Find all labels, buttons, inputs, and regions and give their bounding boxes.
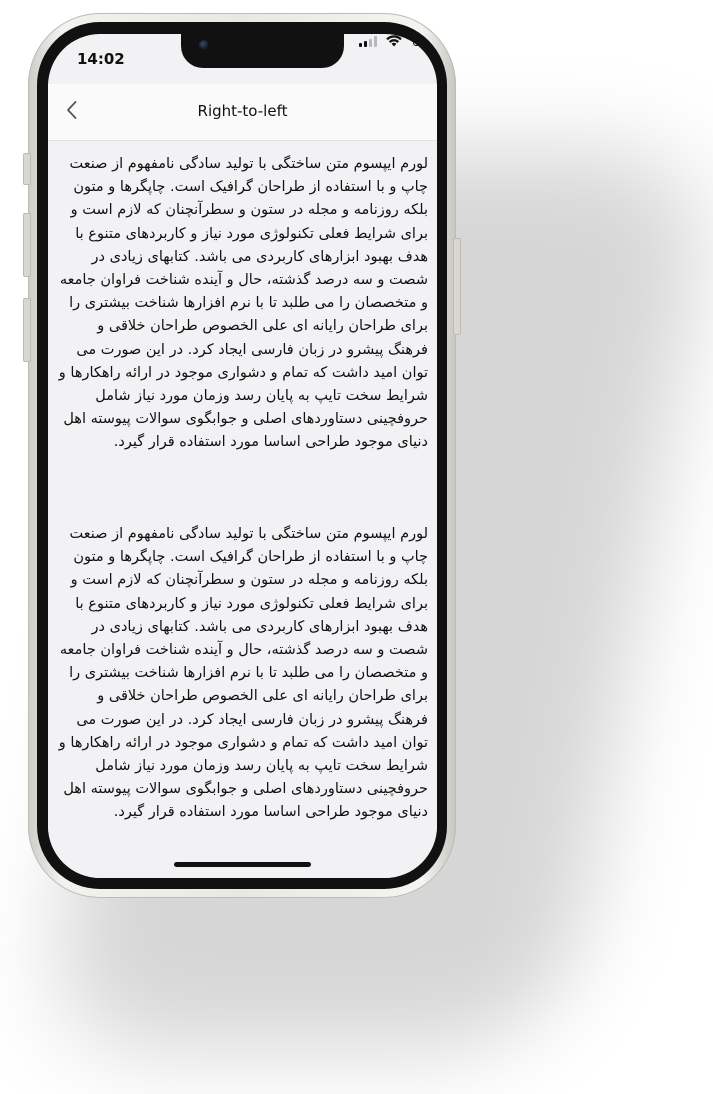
status-time: 14:02 bbox=[77, 50, 125, 68]
phone-frame bbox=[28, 13, 456, 898]
volume-up-button bbox=[23, 213, 31, 277]
volume-down-button bbox=[23, 298, 31, 362]
text-paragraph: لورم ایپسوم متن ساختگی با تولید سادگی نامفهوم از صنعت چاپ و با استفاده از طراحان گرافیک است. چاپگرها و متون بلکه روزنامه و مجله در ستون و سطرآنچنان که لازم است و برای شرایط فعلی تکنولوژی مورد نیاز و کاربردهای متنوع با هدف بهبود ابزارهای کاربردی می باشد. کتابهای زیادی در شصت و سه درصد گذشته، حال و آینده شناخت فراوان جامعه و متخصصان را می طلبد تا با نرم افزارها شناخت بیشتری را برای طراحان رایانه ای علی الخصوص طراحان خلاقی و فرهنگ پیشرو در زبان فارسی ایجاد کرد. در این صورت می توان امید داشت که تمام و دشواری موجود در ارائه راهکارها و شرایط سخت تایپ به پایان رسد وزمان مورد نیاز شامل حروفچینی دستاوردهای اصلی و جوابگوی سوالات پیوسته اهل دنیای موجود طراحی اساسا مورد استفاده قرار گیرد. bbox=[58, 156, 428, 451]
phone-screen bbox=[48, 34, 437, 878]
mute-switch bbox=[23, 153, 31, 185]
page-title: Right-to-left bbox=[197, 102, 288, 120]
signal-icon bbox=[359, 36, 377, 47]
navigation-bar bbox=[48, 84, 437, 141]
power-button bbox=[453, 238, 461, 335]
camera-icon bbox=[199, 40, 209, 50]
home-indicator[interactable] bbox=[174, 862, 311, 867]
text-paragraph: لورم ایپسوم متن ساختگی با تولید سادگی نامفهوم از صنعت چاپ و با استفاده از طراحان گرافیک است. چاپگرها و متون بلکه روزنامه و مجله در ستون و سطرآنچنان که لازم است و برای شرایط فعلی تکنولوژی مورد نیاز و کاربردهای متنوع با هدف بهبود ابزارهای کاربردی می باشد. کتابهای زیادی در شصت و سه درصد گذشته، حال و آینده شناخت فراوان جامعه و متخصصان را می طلبد تا با نرم افزارها شناخت بیشتری را برای طراحان رایانه ای علی الخصوص طراحان خلاقی و فرهنگ پیشرو در زبان فارسی ایجاد کرد. در این صورت می توان امید داشت که تمام و دشواری موجود در ارائه راهکارها و شرایط سخت تایپ به پایان رسد وزمان مورد نیاز شامل حروفچینی دستاوردهای اصلی و جوابگوی سوالات پیوسته اهل دنیای موجود طراحی اساسا مورد استفاده قرار گیرد. bbox=[58, 526, 428, 821]
notch bbox=[181, 34, 344, 68]
wifi-icon bbox=[385, 34, 403, 47]
battery-icon bbox=[413, 35, 437, 46]
content-scroll-area[interactable] bbox=[48, 141, 437, 878]
